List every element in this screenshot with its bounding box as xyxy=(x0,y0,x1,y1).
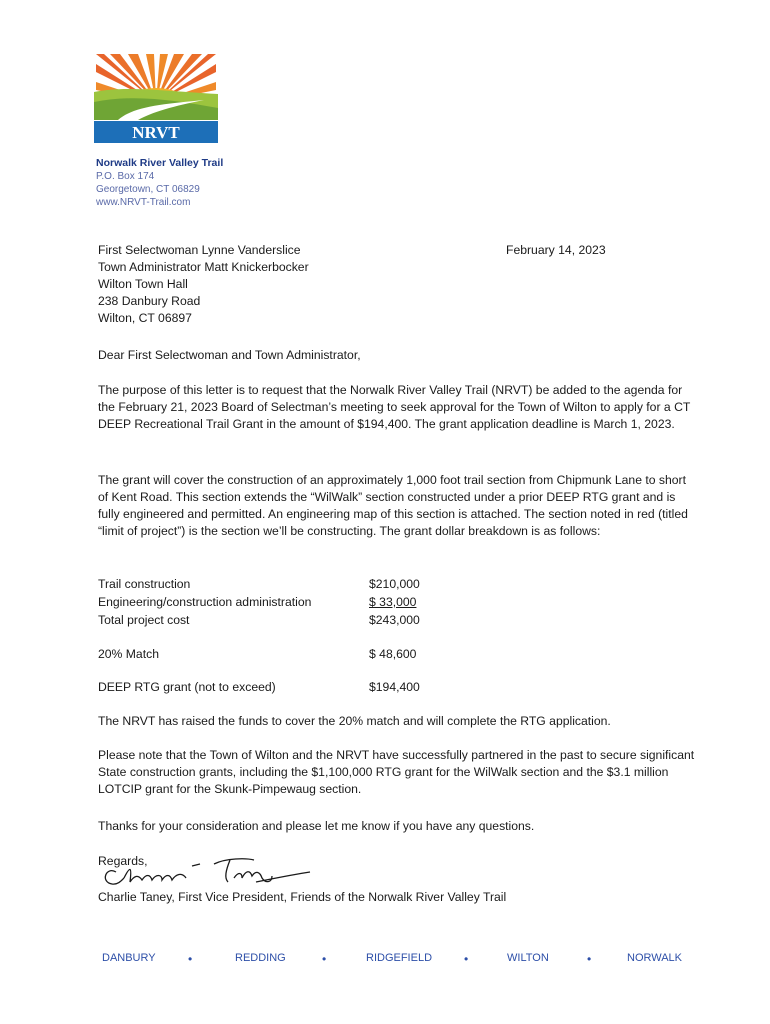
recipient-line: Wilton, CT 06897 xyxy=(98,311,192,325)
town-danbury: DANBURY xyxy=(102,952,156,964)
cost-label: Trail construction xyxy=(98,577,191,591)
footer-towns xyxy=(98,952,688,968)
cost-amount: $ 48,600 xyxy=(369,647,417,661)
letterhead xyxy=(96,157,223,209)
town-redding: REDDING xyxy=(235,952,286,964)
separator-dot: • xyxy=(322,952,327,966)
cost-label: 20% Match xyxy=(98,647,159,661)
cost-amount: $194,400 xyxy=(369,680,420,694)
separator-dot: • xyxy=(587,952,592,966)
org-name: Norwalk River Valley Trail xyxy=(96,157,224,169)
paragraph-thanks: Thanks for your consideration and please let me know if you have any questions. xyxy=(98,819,535,833)
town-ridgefield: RIDGEFIELD xyxy=(366,952,433,964)
salutation: Dear First Selectwoman and Town Administrator, xyxy=(98,348,361,362)
logo-text: NRVT xyxy=(132,123,180,142)
town-wilton: WILTON xyxy=(507,952,549,964)
recipient-line: 238 Danbury Road xyxy=(98,294,201,308)
paragraph-partnership: Please note that the Town of Wilton and the NRVT have successfully partnered in the past to secure significant State construction grants, including the $1,100,000 RTG grant for the WilWalk section and the $3.1 million LOTCIP grant for the Skunk-Pimpewaug section. xyxy=(98,748,695,796)
cost-label: Total project cost xyxy=(98,613,190,627)
separator-dot: • xyxy=(464,952,469,966)
signoff: Charlie Taney, First Vice President, Friends of the Norwalk River Valley Trail xyxy=(98,890,507,904)
cost-amount: $ 33,000 xyxy=(369,595,417,609)
paragraph-match: The NRVT has raised the funds to cover the 20% match and will complete the RTG application. xyxy=(98,714,611,728)
recipient-block xyxy=(98,242,698,327)
recipient-line: Town Administrator Matt Knickerbocker xyxy=(98,260,309,274)
recipient-line: Wilton Town Hall xyxy=(98,277,188,291)
org-website: www.NRVT-Trail.com xyxy=(96,197,191,208)
cost-amount: $243,000 xyxy=(369,613,420,627)
cost-amount: $210,000 xyxy=(369,577,420,591)
closing: Regards, xyxy=(98,854,148,868)
paragraph-request: The purpose of this letter is to request that the Norwalk River Valley Trail (NRVT) be added to the agenda for the February 21, 2023 Board of Selectman’s meeting to seek approval for the Town of Wilton to apply for a CT DEEP Recreational Trail Grant in the amount of $194,400. The grant application deadline is March 1, 2023. xyxy=(98,383,691,431)
org-po-box: P.O. Box 174 xyxy=(96,171,155,182)
paragraph-grant-details: The grant will cover the construction of an approximately 1,000 foot trail section from Chipmunk Lane to short of Kent Road. This section extends the “WilWalk” section constructed under a prior DEEP RTG grant and is fully engineered and permitted. An engineering map of this section is attached. The section noted in red (titled “limit of project”) is the section we’ll be constructing. The grant dollar breakdown is as follows: xyxy=(98,473,688,538)
nrvt-logo xyxy=(94,50,218,145)
cost-label: DEEP RTG grant (not to exceed) xyxy=(98,680,276,694)
signature xyxy=(96,852,316,894)
letter-date: February 14, 2023 xyxy=(506,243,606,257)
org-city: Georgetown, CT 06829 xyxy=(96,184,200,195)
recipient-line: First Selectwoman Lynne Vanderslice xyxy=(98,243,301,257)
town-norwalk: NORWALK xyxy=(627,952,683,964)
separator-dot: • xyxy=(188,952,193,966)
cost-label: Engineering/construction administration xyxy=(98,595,312,609)
